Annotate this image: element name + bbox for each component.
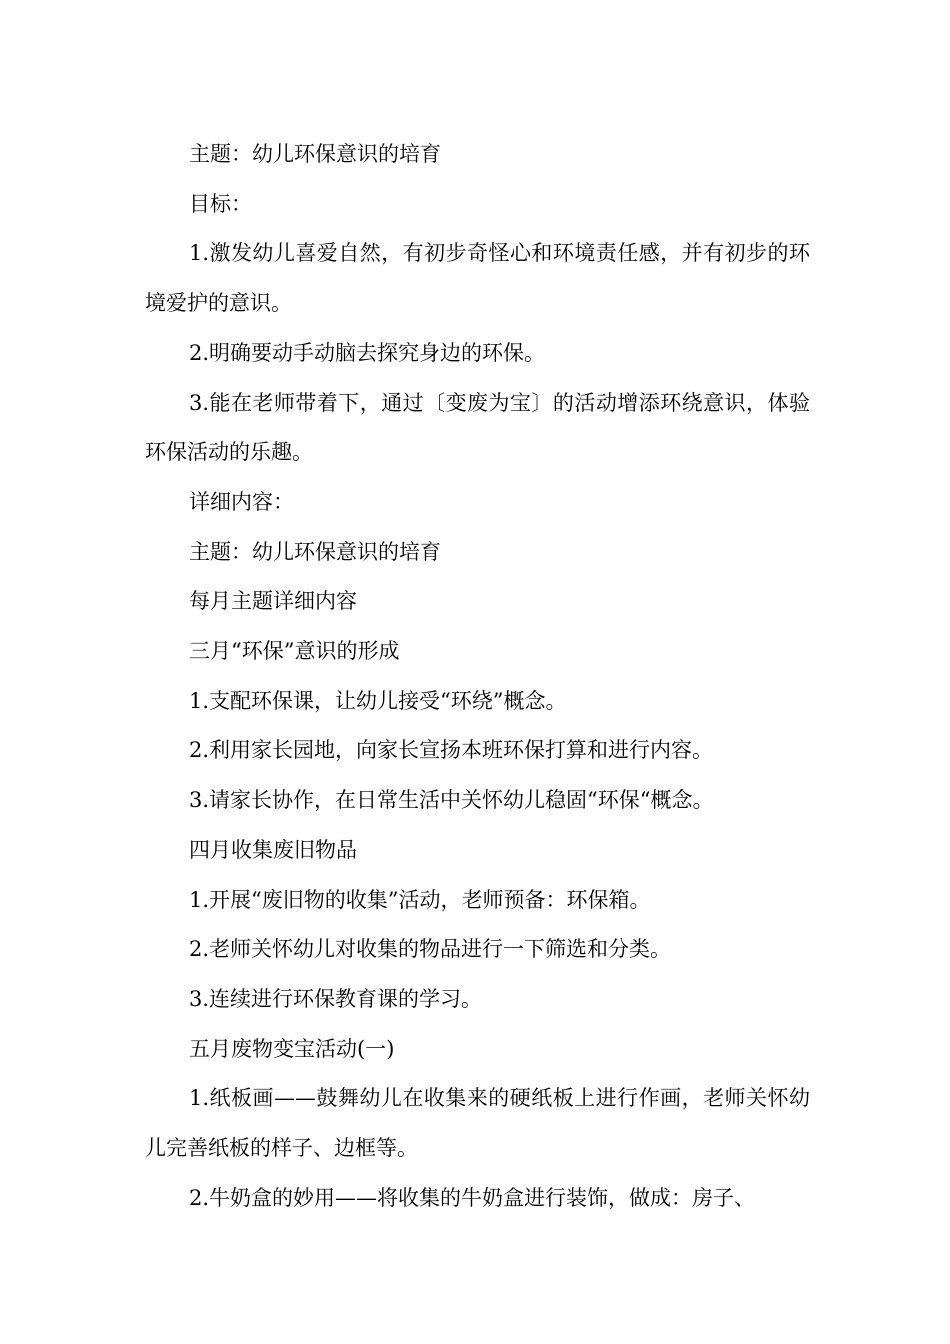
paragraph-goal-3: 3.能在老师带着下，通过〔变废为宝〕的活动增添环绕意识，体验环保活动的乐趣。 [145,390,810,465]
paragraph-theme: 主题：幼儿环保意识的培育 [189,142,441,166]
paragraph-march-item-1: 1.支配环保课，让幼儿接受“环绕”概念。 [189,688,567,713]
paragraph-goals-heading: 目标： [189,191,252,216]
paragraph-april-item-2: 2.老师关怀幼儿对收集的物品进行一下筛选和分类。 [189,937,672,962]
paragraph-goal-1: 1.激发幼儿喜爱自然，有初步奇怪心和环境责任感，并有初步的环境爱护的意识。 [145,241,810,316]
paragraph-april-heading: 四月收集废旧物品 [189,837,357,862]
paragraph-march-heading: 三月“环保”意识的形成 [189,639,400,664]
paragraph-march-item-2: 2.利用家长园地，向家长宣扬本班环保打算和进行内容。 [189,738,714,763]
paragraph-goal-2: 2.明确要动手动脑去探究身边的环保。 [189,340,546,365]
paragraph-details-heading: 详细内容： [189,489,294,514]
paragraph-may-item-2: 2.牛奶盒的妙用——将收集的牛奶盒进行装饰，做成：房子、 [189,1185,756,1210]
paragraph-april-item-1: 1.开展“废旧物的收集”活动，老师预备：环保箱。 [189,887,651,912]
paragraph-monthly-heading: 每月主题详细内容 [189,589,357,614]
paragraph-may-heading: 五月废物变宝活动(一) [189,1036,395,1061]
paragraph-april-item-3: 3.连续进行环保教育课的学习。 [189,986,483,1011]
paragraph-theme-repeat: 主题：幼儿环保意识的培育 [189,539,441,564]
document-body [145,130,810,1223]
paragraph-may-item-1: 1.纸板画——鼓舞幼儿在收集来的硬纸板上进行作画，老师关怀幼儿完善纸板的样子、边框等。 [145,1086,810,1161]
paragraph-march-item-3: 3.请家长协作，在日常生活中关怀幼儿稳固“环保“概念。 [189,788,714,813]
